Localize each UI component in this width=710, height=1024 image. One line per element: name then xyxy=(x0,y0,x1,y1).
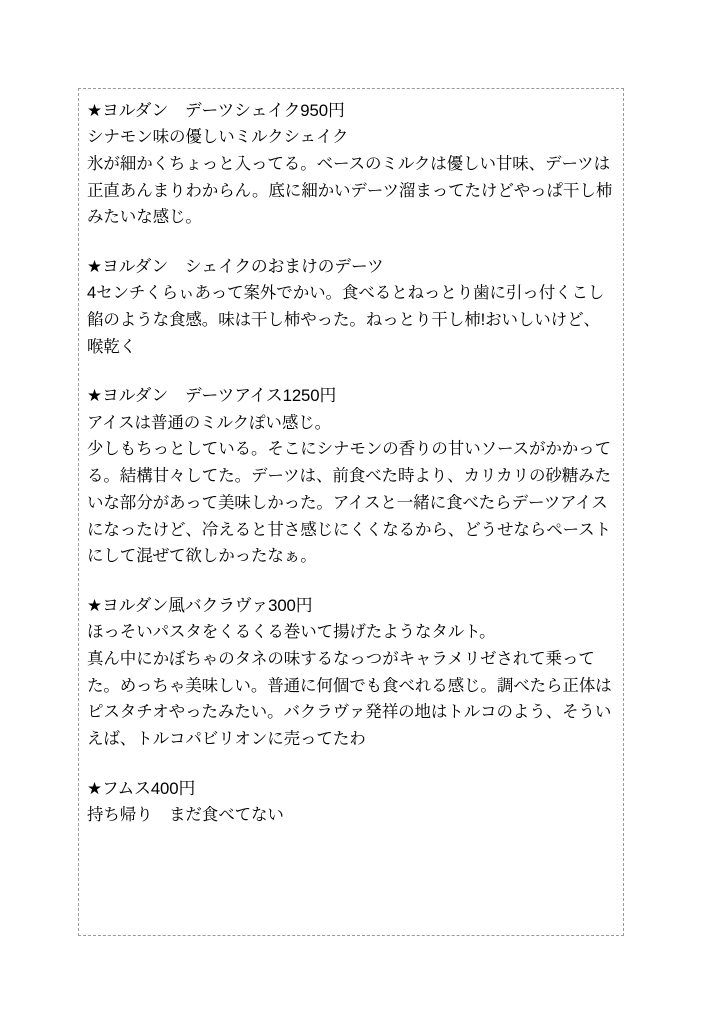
section-line: アイスは普通のミルクぽい感じ。 xyxy=(87,413,332,432)
note-sections xyxy=(87,97,613,829)
section-heading: ★ヨルダン シェイクのおまけのデーツ xyxy=(87,257,384,277)
section-heading: ★ヨルダン風バクラヴァ300円 xyxy=(87,595,313,615)
note-section xyxy=(87,97,613,231)
section-line: シナモン味の優しいミルクシェイク xyxy=(87,128,349,147)
section-line: ほっそいパスタをくるくる巻いて揚げたようなタルト。 xyxy=(87,623,496,642)
section-heading: ★フムス400円 xyxy=(87,778,196,798)
note-section xyxy=(87,592,613,753)
section-heading: ★ヨルダン デーツアイス1250円 xyxy=(87,386,337,406)
section-line: 真ん中にかぼちゃのタネの味するなっつがキャラメリゼされて乗ってた。めっちゃ美味しい。普通に何個でも食べれる感じ。調べたら正体はピスタチオやったみたい。バクラヴァ発祥の地はトルコのよう、そういえば、トルコパビリオンに売ってたわ xyxy=(87,649,612,749)
section-heading: ★ヨルダン デーツシェイク950円 xyxy=(87,101,345,120)
section-line: 少しもちっとしている。そこにシナモンの香りの甘いソースがかかってる。結構甘々してた。デーツは、前食べた時より、カリカリの砂糖みたいな部分があって美味しかった。アイスと一緒に食べたらデーツアイスになったけど、冷えると甘さ感じにくくなるから、どうせならペーストにして混ぜて欲しかったなぁ。 xyxy=(87,440,611,566)
section-line: 氷が細かくちょっと入ってる。ベースのミルクは優しい甘味、デーツは正直あんまりわからん。底に細かいデーツ溜まってたけどやっぱ干し柿みたいな感じ。 xyxy=(87,154,613,227)
note-box xyxy=(78,88,624,936)
section-line: 4センチくらぃあって案外でかい。食べるとねっとり歯に引っ付くこし餡のような食感。味は干し柿やった。ねっとり干し柿!おいしいけど、喉乾く xyxy=(87,284,605,356)
note-section xyxy=(87,775,613,829)
section-line: 持ち帰り まだ食べてない xyxy=(87,805,284,824)
note-section xyxy=(87,253,613,360)
note-section xyxy=(87,382,613,570)
